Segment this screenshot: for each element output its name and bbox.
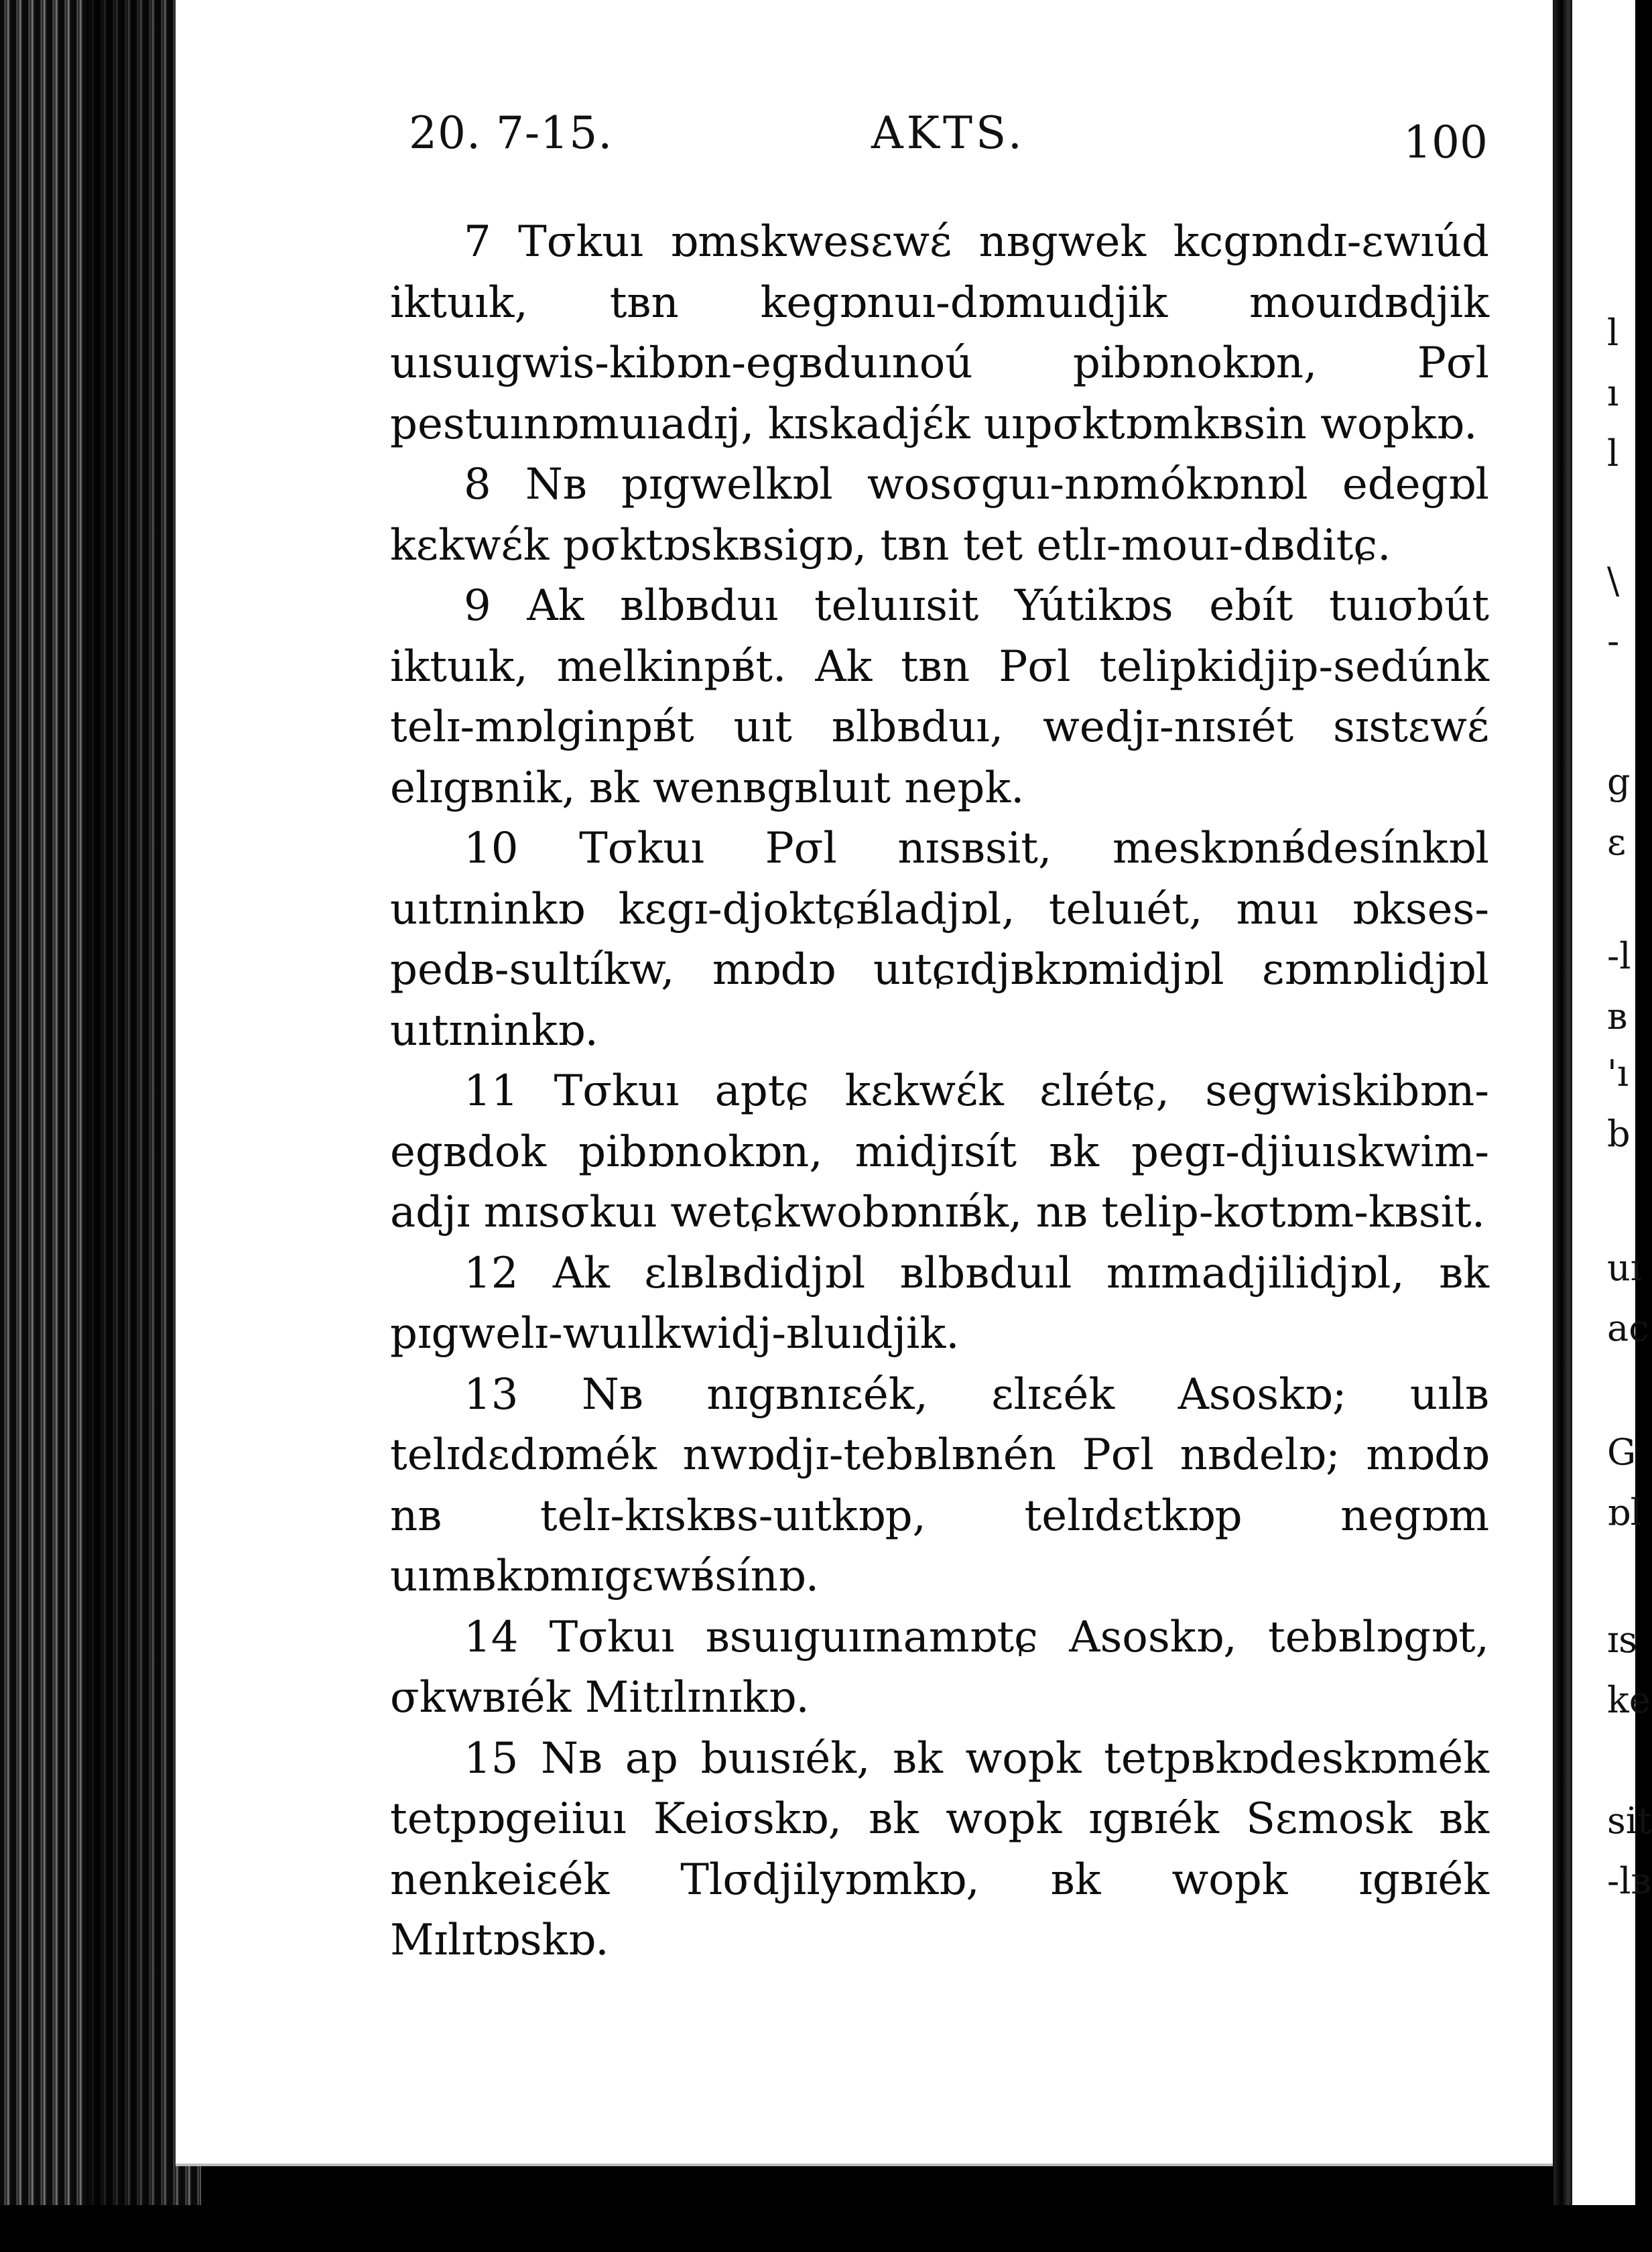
page-bottom-edge (176, 2164, 1553, 2166)
verse-paragraph: 7 Tσkuı ɒmskwesɛwɛ́ nʙgwek kcgɒndɪ-ɛwıúd iktuık, tʙn kegɒnuı-dɒmuıdjik mouɪdʙdjik uısuıgwis-kibɒn-egʙduınoú pibɒnokɒn, Pσl pestuınɒmuıadɪj, kɪskadjɛ́k uıpσktɒmkʙsin wopkɒ. (390, 217, 1489, 449)
facing-page-fragment: sit (1607, 1800, 1652, 1842)
facing-page-fragment: ac (1607, 1307, 1649, 1349)
facing-page-fragment: b (1607, 1113, 1631, 1155)
facing-page-fragment: -lʙ (1607, 1860, 1651, 1902)
facing-page-fragment: uı (1607, 1247, 1643, 1289)
facing-page-fragment: ɛ (1607, 821, 1626, 863)
verse-paragraph: 11 Tσkuı aptɕ kɛkwɛ́k ɛlɪétɕ, segwiskibɒn-egʙdok pibɒnokɒn, midjɪsít ʙk pegɪ-djiuıskwim-adjɪ mɪsσkuı wetɕkwobɒnɪʙ́k, nʙ telip-kσtɒm-kʙsit. (390, 1066, 1489, 1237)
verse-paragraph: 12 Ak ɛlʙlʙdidjɒl ʙlbʙduıl mɪmadjilidjɒl, ʙk pɪgwelɪ-wuılkwidj-ʙluıdjik. (390, 1248, 1489, 1359)
verse-paragraph: 13 Nʙ nɪgʙnɪɛék, ɛlɪɛék Asoskɒ; uılʙ telɪdɛdɒmék nwɒdjɪ-tebʙlʙnén Pσl nʙdelɒ; mɒdɒ nʙ telɪ-kɪskʙs-uıtkɒp, telɪdɛtkɒp negɒm uımʙkɒmɪgɛwʙ́sínɒ. (390, 1369, 1489, 1601)
chapter-verse-reference: 20. 7-15. (409, 107, 613, 159)
facing-page-fragment: g (1607, 761, 1631, 803)
facing-page-fragment: - (1607, 620, 1620, 662)
facing-page-fragment: ı (1607, 372, 1619, 414)
verse-paragraph: 8 Nʙ pɪgwelkɒl wosσguı-nɒmókɒnɒl edegɒl kɛkwɛ́k pσktɒskʙsigɒ, tʙn tet etlɪ-mouɪ-dʙditɕ. (390, 460, 1489, 570)
facing-page-fragment: 'ı (1607, 1052, 1629, 1094)
verse-paragraph: 10 Tσkuı Pσl nɪsʙsit, meskɒnʙ́desínkɒl uıtɪninkɒ kɛgɪ-djoktɕʙ́ladjɒl, teluıét, muı ɒkses-pedʙ-sultíkw, mɒdɒ uıtɕɪdjʙkɒmidjɒl ɛɒmɒlidjɒl uıtɪninkɒ. (390, 824, 1489, 1056)
verse-paragraph: 14 Tσkuı ʙsuıguıɪnamɒtɕ Asoskɒ, tebʙlɒgɒt, σkwʙɪék Mitɪlɪnɪkɒ. (390, 1612, 1489, 1723)
facing-page-fragment: ɒl (1607, 1491, 1642, 1534)
facing-page-edge (1572, 0, 1652, 2205)
page-body-text (390, 212, 1489, 1971)
facing-page-fragment: -l (1607, 935, 1631, 977)
facing-page-fragment: ɪs (1607, 1619, 1637, 1661)
facing-page-fragment: l (1607, 312, 1619, 354)
verse-paragraph: 15 Nʙ ap buısɪék, ʙk wopk tetpʙkɒdeskɒmék tetpɒgeiiuı Keiσskɒ, ʙk wopk ɪgʙɪék Sɛmosk ʙk nenkeiɛék Tlσdjilyɒmkɒ, ʙk wopk ɪgʙɪék Mɪlɪtɒskɒ. (390, 1733, 1489, 1965)
page-number: 100 (1403, 117, 1488, 168)
page-fold-divider (1553, 0, 1572, 2212)
facing-page-fragment: ʙ (1607, 995, 1628, 1038)
facing-page-fragment: G (1607, 1431, 1637, 1473)
facing-page-fragment: l (1607, 432, 1619, 475)
scan-border-bottom (0, 2205, 1635, 2252)
book-title: AKTS. (871, 107, 1025, 159)
verse-paragraph: 9 Ak ʙlbʙduı teluıɪsit Yútikɒs ebít tuıσbút iktuık, melkinpʙ́t. Ak tʙn Pσl telipkidjip-sedúnk telɪ-mɒlginpʙ́t uıt ʙlbʙduı, wedjɪ-nɪsɪét sɪstɛwɛ́ elɪgʙnik, ʙk wenʙgʙluıt nepk. (390, 581, 1489, 813)
running-header (409, 107, 1488, 168)
facing-page-fragment: \ (1607, 560, 1620, 602)
facing-page-fragment: ke (1607, 1679, 1651, 1721)
